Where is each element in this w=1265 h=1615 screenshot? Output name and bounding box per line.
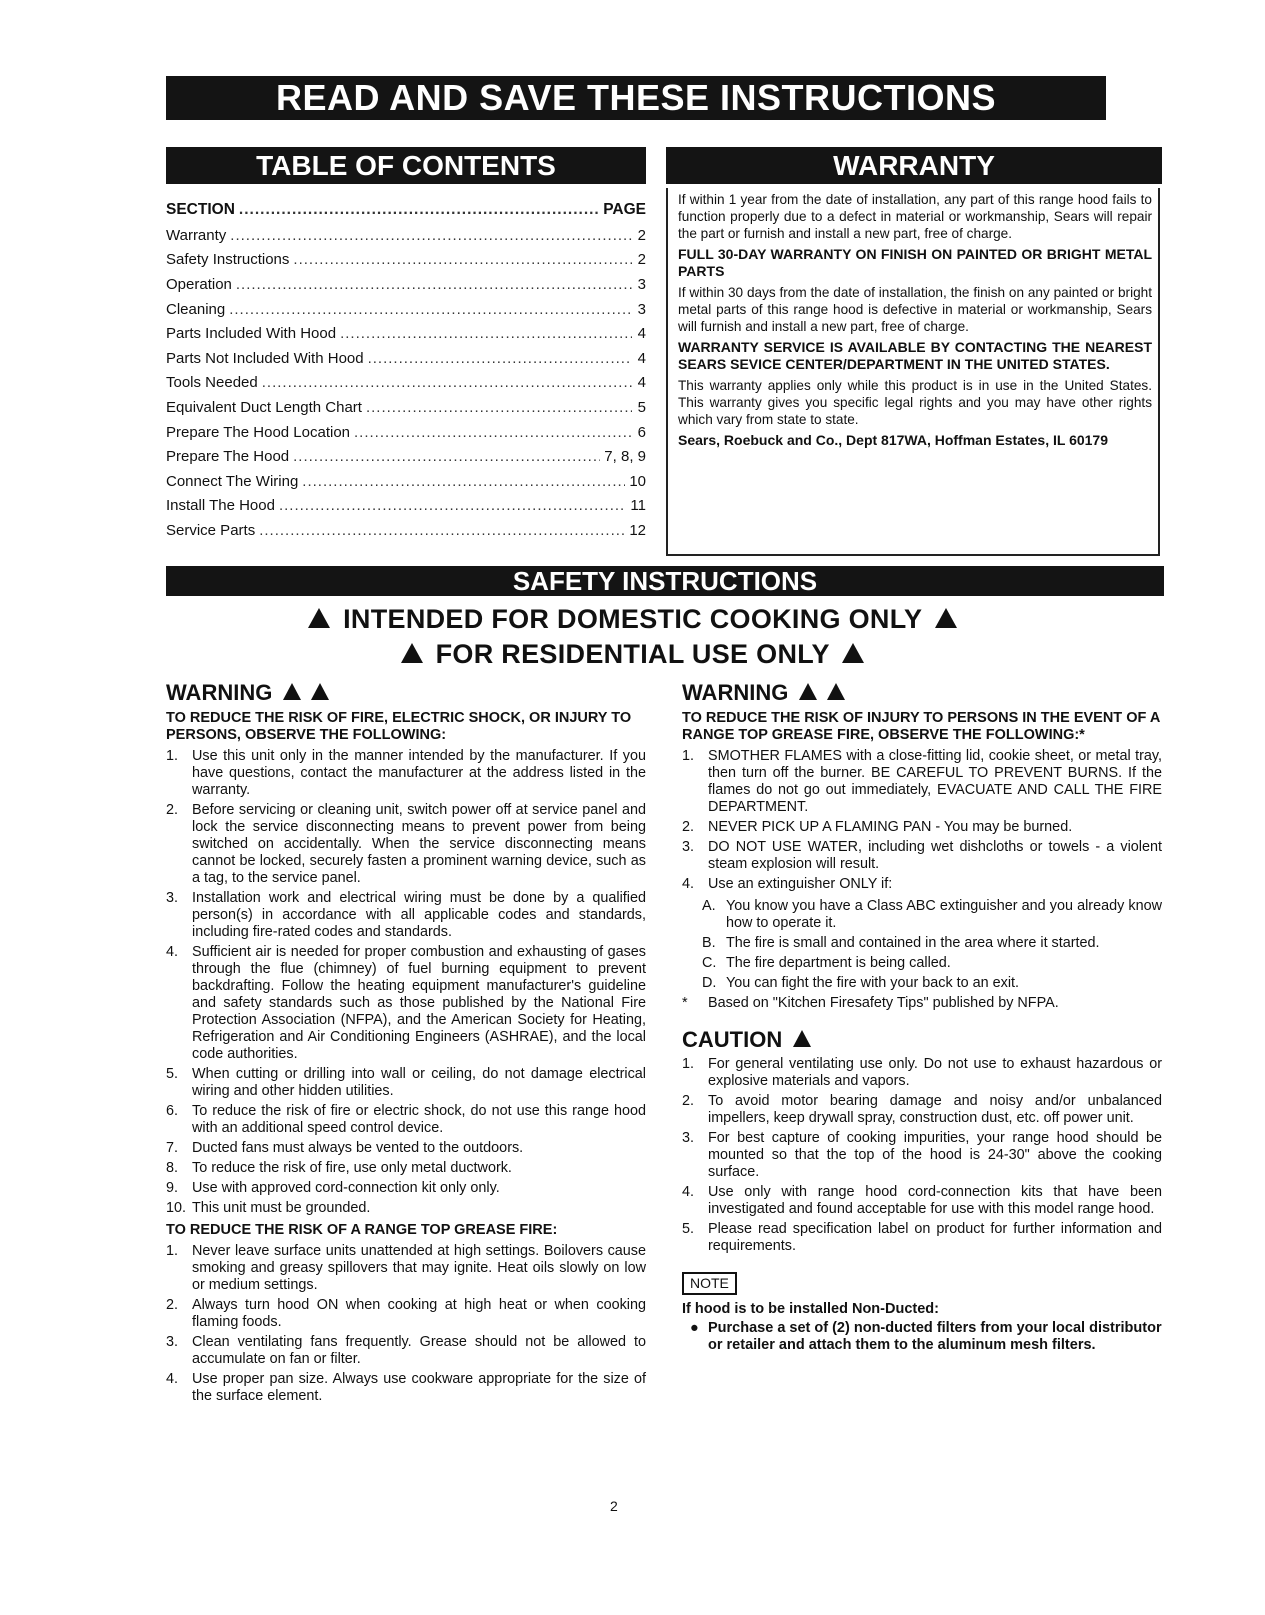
warning-list-item xyxy=(166,1180,646,1197)
toc-leader-dots xyxy=(354,424,632,441)
toc-row xyxy=(166,346,646,371)
list-item-number: 6. xyxy=(166,1103,179,1119)
list-item-number: 4. xyxy=(166,944,179,960)
list-item-text: You know you have a Class ABC extinguisher and you already know how to operate it. xyxy=(726,898,1162,931)
toc-leader-dots xyxy=(229,301,632,318)
right-warning-list xyxy=(682,748,1162,893)
warning-list-item xyxy=(166,748,646,799)
grease-fire-list-item xyxy=(166,1243,646,1294)
toc-item-page: 11 xyxy=(630,497,646,515)
list-item-number: 10. xyxy=(166,1200,187,1216)
list-item-number: 2. xyxy=(682,1093,695,1109)
list-item-text: To avoid motor bearing damage and noisy and/or unbalanced impellers, keep drywall spray, construction dust, etc. off power unit. xyxy=(708,1093,1162,1126)
list-item-text: Clean ventilating fans frequently. Grease should not be allowed to accumulate on fan or filter. xyxy=(192,1334,646,1367)
toc-item-label: Service Parts xyxy=(166,521,256,539)
residential-use-text: FOR RESIDENTIAL USE ONLY xyxy=(435,639,830,669)
toc-leader-dots xyxy=(293,251,632,268)
toc-item-page: 3 xyxy=(637,275,646,293)
list-item-text: This unit must be grounded. xyxy=(192,1200,371,1216)
toc-leader-dots xyxy=(279,497,626,514)
list-item-text: Never leave surface units unattended at high settings. Boilovers cause smoking and greasy spillovers that may ignite. Heat oils slowly on low or medium settings. xyxy=(192,1243,646,1293)
warranty-address: Sears, Roebuck and Co., Dept 817WA, Hoffman Estates, IL 60179 xyxy=(678,432,1108,448)
list-item-number: 4. xyxy=(682,1184,695,1200)
list-item-text: For best capture of cooking impurities, your range hood should be mounted so that the top of the hood is 24-30" above the cooking surface. xyxy=(708,1130,1162,1180)
list-item-text: Sufficient air is needed for proper combustion and exhausting of gases through the flue (chimney) of fuel burning equipment to prevent backdrafting. Follow the heating equipment manufacturer's guideline and safety standards such as those published by the National Fire Protection Association (NFPA), and the American Society for Heating, Refrigeration and Air Conditioning Engineers (ASHRAE), and the local code authorities. xyxy=(192,944,646,1062)
warranty-title-banner: WARRANTY xyxy=(666,147,1162,184)
toc-item-label: Safety Instructions xyxy=(166,251,290,269)
caution-list-item xyxy=(682,1093,1162,1127)
caution-list xyxy=(682,1056,1162,1255)
grease-fire-lead: TO REDUCE THE RISK OF A RANGE TOP GREASE FIRE: xyxy=(166,1222,558,1238)
toc-item-page: 3 xyxy=(637,300,646,318)
note-label-box: NOTE xyxy=(682,1272,737,1295)
list-item-text: SMOTHER FLAMES with a close-fitting lid, cookie sheet, or metal tray, then turn off the burner. BE CAREFUL TO PREVENT BURNS. If the flames do not go out immediately, EVACUATE AND CALL THE FIRE DEPARTMENT. xyxy=(708,748,1162,815)
warning-list-item xyxy=(166,1140,646,1157)
toc-row xyxy=(166,444,646,469)
list-item-number: 1. xyxy=(682,1056,695,1072)
right-warning-heading xyxy=(682,676,1162,710)
list-item-number: 9. xyxy=(166,1180,179,1196)
toc-row xyxy=(166,248,646,273)
toc-leader-dots xyxy=(239,201,599,219)
toc-rows xyxy=(166,223,646,543)
toc-row xyxy=(166,297,646,322)
footnote-list xyxy=(682,995,1162,1012)
extinguisher-condition-item xyxy=(682,898,1162,932)
list-item-text: To reduce the risk of fire, use only metal ductwork. xyxy=(192,1160,512,1176)
warning-list-item xyxy=(166,944,646,1063)
warranty-paragraph-3: This warranty applies only while this product is in use in the United States. This warranty gives you specific legal rights and you may have other rights which vary from state to state. xyxy=(678,378,1152,427)
list-item-number: 1. xyxy=(166,1243,179,1259)
left-warning-label: WARNING xyxy=(166,680,273,705)
footnote-text: Based on "Kitchen Firesafety Tips" published by NFPA. xyxy=(708,995,1059,1011)
list-item-text: To reduce the risk of fire or electric shock, do not use this range hood with an additional speed control device. xyxy=(192,1103,646,1136)
safety-title-banner: SAFETY INSTRUCTIONS xyxy=(166,566,1164,596)
list-item-text: Please read specification label on product for further information and requirements. xyxy=(708,1221,1162,1254)
warning-list-item xyxy=(166,890,646,941)
toc-leader-dots xyxy=(368,350,632,367)
left-safety-column xyxy=(166,676,646,1410)
warning-triangle-icon xyxy=(283,683,301,700)
toc-item-page: 4 xyxy=(637,374,646,392)
list-item-number: 3. xyxy=(682,1130,695,1146)
warranty-heading-service: WARRANTY SERVICE IS AVAILABLE BY CONTACTING THE NEAREST SEARS SEVICE CENTER/DEPARTMENT IN THE UNITED STATES. xyxy=(678,339,1152,372)
list-item-text: Installation work and electrical wiring must be done by a qualified person(s) in accordance with all applicable codes and standards, including fire-rated codes and standards. xyxy=(192,890,646,940)
list-item-text: You can fight the fire with your back to an exit. xyxy=(726,975,1020,991)
toc-row xyxy=(166,469,646,494)
warning-triangle-icon xyxy=(401,643,423,663)
toc-row xyxy=(166,420,646,445)
note-bullet-text: Purchase a set of (2) non-ducted filters from your local distributor or retailer and attach them to the aluminum mesh filters. xyxy=(708,1320,1162,1353)
toc-item-label: Operation xyxy=(166,275,232,293)
toc-item-label: Connect The Wiring xyxy=(166,472,299,490)
toc-header-row xyxy=(166,196,646,223)
left-warning-heading xyxy=(166,676,646,710)
toc-item-page: 4 xyxy=(637,325,646,343)
list-item-text: Before servicing or cleaning unit, switch power off at service panel and lock the service disconnecting means to prevent power from being switched on accidentally. When the service disconnecting means cannot be locked, securely fasten a prominent warning device, such as a tag, to the service panel. xyxy=(192,802,646,886)
warning-list-item xyxy=(682,819,1162,836)
grease-fire-list xyxy=(166,1243,646,1405)
list-item-number: C. xyxy=(702,955,717,971)
extinguisher-condition-item xyxy=(682,955,1162,972)
toc-item-label: Parts Included With Hood xyxy=(166,325,337,343)
caution-label: CAUTION xyxy=(682,1027,783,1052)
warning-list-item xyxy=(166,1103,646,1137)
warning-list-item xyxy=(166,1066,646,1100)
list-item-text: Ducted fans must always be vented to the outdoors. xyxy=(192,1140,524,1156)
right-warning-label: WARNING xyxy=(682,680,789,705)
toc-item-label: Warranty xyxy=(166,226,227,244)
extinguisher-condition-item xyxy=(682,935,1162,952)
warning-list-item xyxy=(166,1200,646,1217)
list-item-number: 5. xyxy=(166,1066,179,1082)
toc-item-label: Parts Not Included With Hood xyxy=(166,349,364,367)
toc-item-label: Prepare The Hood xyxy=(166,448,290,466)
warning-triangle-icon xyxy=(935,608,957,628)
caution-list-item xyxy=(682,1056,1162,1090)
toc-item-page: 5 xyxy=(637,398,646,416)
list-item-number: 3. xyxy=(682,839,695,855)
list-item-number: 7. xyxy=(166,1140,179,1156)
toc-row xyxy=(166,223,646,248)
list-item-number: 1. xyxy=(682,748,695,764)
warning-triangle-icon xyxy=(793,1030,811,1047)
extinguisher-conditions-list xyxy=(682,898,1162,992)
list-item-number: 2. xyxy=(166,1297,179,1313)
list-item-text: Use this unit only in the manner intended by the manufacturer. If you have questions, contact the manufacturer at the address listed in the warranty. xyxy=(192,748,646,798)
toc-item-label: Prepare The Hood Location xyxy=(166,423,351,441)
intended-use-heading xyxy=(0,604,1265,635)
warning-list-item xyxy=(682,748,1162,816)
toc-row xyxy=(166,494,646,519)
warning-triangle-icon xyxy=(842,643,864,663)
toc-row xyxy=(166,371,646,396)
list-item-text: For general ventilating use only. Do not use to exhaust hazardous or explosive materials and vapors. xyxy=(708,1056,1162,1089)
toc-leader-dots xyxy=(259,522,625,539)
toc-item-label: Cleaning xyxy=(166,300,226,318)
toc-item-label: Equivalent Duct Length Chart xyxy=(166,398,362,416)
list-item-number: 5. xyxy=(682,1221,695,1237)
list-item-text: The fire department is being called. xyxy=(726,955,951,971)
toc-leader-dots xyxy=(230,227,632,244)
toc-section-label: SECTION xyxy=(166,200,235,218)
warranty-box xyxy=(666,188,1160,556)
page-number: 2 xyxy=(610,1498,618,1514)
toc-leader-dots xyxy=(262,374,632,391)
left-warning-lead: TO REDUCE THE RISK OF FIRE, ELECTRIC SHOCK, OR INJURY TO PERSONS, OBSERVE THE FOLLOWING: xyxy=(166,710,632,743)
table-of-contents xyxy=(166,196,646,543)
toc-leader-dots xyxy=(302,473,625,490)
caution-list-item xyxy=(682,1221,1162,1255)
toc-row xyxy=(166,272,646,297)
right-safety-column xyxy=(682,676,1162,1354)
toc-leader-dots xyxy=(366,399,632,416)
toc-title-banner: TABLE OF CONTENTS xyxy=(166,147,646,184)
warning-list-item xyxy=(682,839,1162,873)
list-item-text: DO NOT USE WATER, including wet dishcloths or towels - a violent steam explosion will result. xyxy=(708,839,1162,872)
list-item-number: 2. xyxy=(682,819,695,835)
list-item-number: 3. xyxy=(166,890,179,906)
list-item-number: D. xyxy=(702,975,717,991)
caution-list-item xyxy=(682,1184,1162,1218)
warning-list-item xyxy=(166,1160,646,1177)
list-item-number: 2. xyxy=(166,802,179,818)
warning-triangle-icon xyxy=(308,608,330,628)
list-item-number: 8. xyxy=(166,1160,179,1176)
left-warning-list xyxy=(166,748,646,1217)
toc-leader-dots xyxy=(340,325,632,342)
warranty-paragraph-2: If within 30 days from the date of installation, the finish on any painted or bright metal parts of this range hood is defective in material or workmanship, Sears will furnish and install a new part, free of charge. xyxy=(678,285,1152,334)
list-item-text: Use proper pan size. Always use cookware appropriate for the size of the surface element. xyxy=(192,1371,646,1404)
toc-leader-dots xyxy=(236,276,632,293)
toc-row xyxy=(166,321,646,346)
caution-heading xyxy=(682,1027,1162,1052)
list-item-text: Use an extinguisher ONLY if: xyxy=(708,876,893,892)
intended-use-text: INTENDED FOR DOMESTIC COOKING ONLY xyxy=(343,604,922,634)
grease-fire-list-item xyxy=(166,1371,646,1405)
warranty-paragraph-1: If within 1 year from the date of installation, any part of this range hood fails to function properly due to a defect in material or workmanship, Sears will repair the part or furnish and install a new part, free of charge. xyxy=(678,192,1152,241)
toc-item-label: Install The Hood xyxy=(166,497,275,515)
caution-list-item xyxy=(682,1130,1162,1181)
list-item-text: The fire is small and contained in the area where it started. xyxy=(726,935,1100,951)
list-item-text: Use only with range hood cord-connection kits that have been investigated and found acceptable for use with this model range hood. xyxy=(708,1184,1162,1217)
list-item-number: 4. xyxy=(682,876,695,892)
toc-item-page: 7, 8, 9 xyxy=(604,448,646,466)
toc-row xyxy=(166,395,646,420)
toc-leader-dots xyxy=(293,448,600,465)
toc-item-label: Tools Needed xyxy=(166,374,258,392)
warning-list-item xyxy=(166,802,646,887)
warranty-heading-finish: FULL 30-DAY WARRANTY ON FINISH ON PAINTED OR BRIGHT METAL PARTS xyxy=(678,246,1152,279)
toc-item-page: 2 xyxy=(637,251,646,269)
footnote-mark: * xyxy=(682,995,688,1011)
warning-triangle-icon xyxy=(827,683,845,700)
list-item-text: Always turn hood ON when cooking at high heat or when cooking flaming foods. xyxy=(192,1297,646,1330)
list-item-text: Use with approved cord-connection kit only only. xyxy=(192,1180,500,1196)
main-title-banner: READ AND SAVE THESE INSTRUCTIONS xyxy=(166,76,1106,120)
toc-item-page: 10 xyxy=(629,472,646,490)
grease-fire-list-item xyxy=(166,1334,646,1368)
toc-row xyxy=(166,518,646,543)
toc-page-label: PAGE xyxy=(603,200,646,218)
list-item-number: A. xyxy=(702,898,716,914)
list-item-number: 3. xyxy=(166,1334,179,1350)
list-item-number: B. xyxy=(702,935,716,951)
toc-item-page: 12 xyxy=(629,521,646,539)
list-item-text: NEVER PICK UP A FLAMING PAN - You may be burned. xyxy=(708,819,1073,835)
note-bullet xyxy=(682,1320,1162,1354)
grease-fire-list-item xyxy=(166,1297,646,1331)
residential-use-heading xyxy=(0,639,1265,670)
right-warning-lead: TO REDUCE THE RISK OF INJURY TO PERSONS IN THE EVENT OF A RANGE TOP GREASE FIRE, OBSERVE THE FOLLOWING:* xyxy=(682,710,1160,743)
toc-item-page: 6 xyxy=(637,423,646,441)
toc-item-page: 4 xyxy=(637,349,646,367)
extinguisher-condition-item xyxy=(682,975,1162,992)
bullet-dot-icon: ● xyxy=(690,1320,699,1336)
note-lead: If hood is to be installed Non-Ducted: xyxy=(682,1301,939,1317)
toc-item-page: 2 xyxy=(637,226,646,244)
warning-list-item xyxy=(682,876,1162,893)
list-item-text: When cutting or drilling into wall or ceiling, do not damage electrical wiring and other hidden utilities. xyxy=(192,1066,646,1099)
footnote xyxy=(682,995,1162,1012)
list-item-number: 1. xyxy=(166,748,179,764)
list-item-number: 4. xyxy=(166,1371,179,1387)
warning-triangle-icon xyxy=(799,683,817,700)
warning-triangle-icon xyxy=(311,683,329,700)
